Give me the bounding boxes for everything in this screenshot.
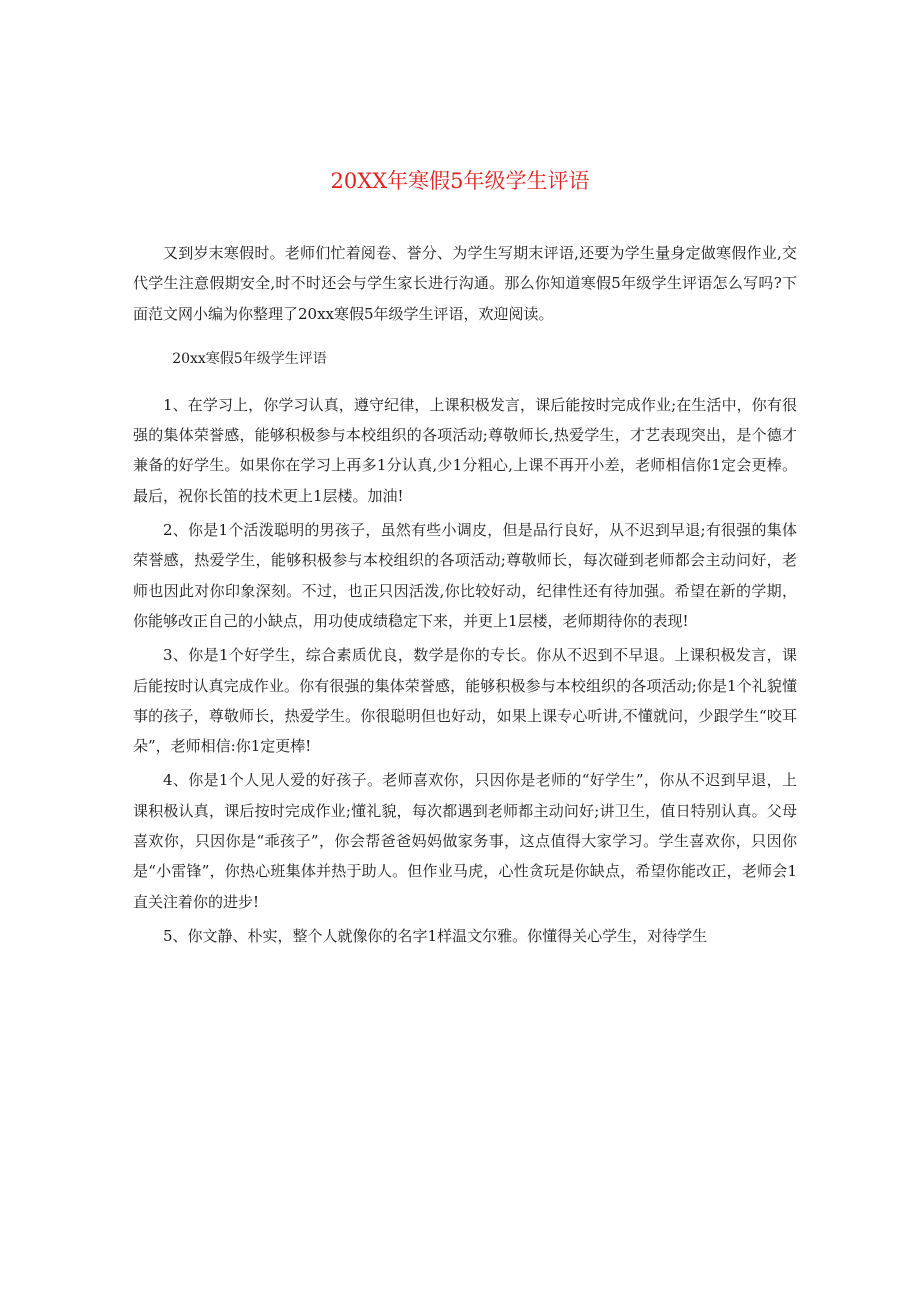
comment-paragraph-5: 5、你文静、朴实，整个人就像你的名字1样温文尔雅。你懂得关心学生，对待学生 [163, 926, 708, 945]
comment-paragraph-3: 3、你是1个好学生，综合素质优良，数学是你的专长。你从不迟到不早退。上课积极发言，课后能按时认真完成作业。你有很强的集体荣誉感，能够积极参与本校组织的各项活动;你是1个礼貌懂事的孩子，尊敬师长，热爱学生。你很聪明但也好动，如果上课专心听讲,不懂就问，少跟学生“咬耳朵”，老师相信:你1定更棒! [133, 646, 797, 756]
intro-paragraph: 又到岁末寒假时。老师们忙着阅卷、誉分、为学生写期末评语,还要为学生量身定做寒假作业,交代学生注意假期安全,时不时还会与学生家长进行沟通。那么你知道寒假5年级学生评语怎么写吗?下面范文网小编为你整理了20xx寒假5年级学生评语，欢迎阅读。 [133, 244, 797, 323]
comment-paragraph-1: 1、在学习上，你学习认真，遵守纪律，上课积极发言，课后能按时完成作业;在生活中，你有很强的集体荣誉感，能够积极参与本校组织的各项活动;尊敬师长,热爱学生，才艺表现突出，是个德才兼备的好学生。如果你在学习上再多1分认真,少1分粗心,上课不再开小差，老师相信你1定会更棒。最后，祝你长笛的技术更上1层楼。加油! [133, 395, 797, 505]
comment-paragraph-2: 2、你是1个活泼聪明的男孩子，虽然有些小调皮，但是品行良好，从不迟到早退;有很强的集体荣誉感，热爱学生，能够积极参与本校组织的各项活动;尊敬师长，每次碰到老师都会主动问好，老师也因此对你印象深刻。不过，也正只因活泼,你比较好动，纪律性还有待加强。希望在新的学期，你能够改正自己的小缺点，用功使成绩稳定下来，并更上1层楼，老师期待你的表现! [133, 521, 797, 630]
section-subtitle: 20xx寒假5年级学生评语 [172, 350, 327, 367]
comment-paragraph-4: 4、你是1个人见人爱的好孩子。老师喜欢你，只因你是老师的“好学生”，你从不迟到早退，上课积极认真，课后按时完成作业;懂礼貌，每次都遇到老师都主动问好;讲卫生，值日特别认真。父母喜欢你，只因你是“乖孩子”，你会帮爸爸妈妈做家务事，这点值得大家学习。学生喜欢你，只因你是“小雷锋”，你热心班集体并热于助人。但作业马虎，心性贪玩是你缺点，希望你能改正，老师会1直关注着你的进步! [133, 771, 797, 911]
document-title: 20XX年寒假5年级学生评语 [330, 169, 590, 193]
document-body [133, 238, 797, 955]
